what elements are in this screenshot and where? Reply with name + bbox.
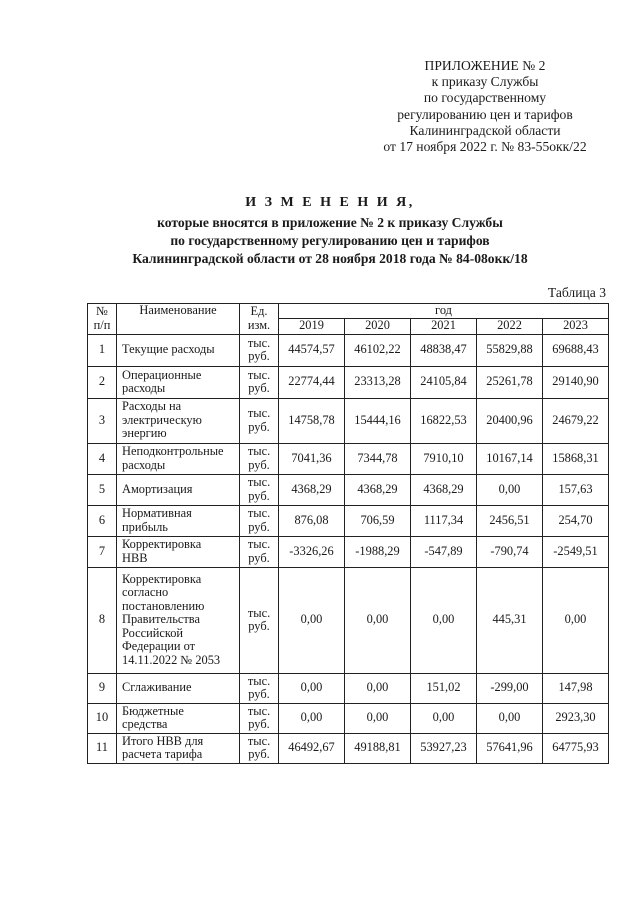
- table-row: [88, 567, 609, 673]
- header-num-line: п/п: [93, 317, 111, 332]
- document-title: И З М Е Н Е Н И Я,: [245, 195, 415, 210]
- row-unit: [240, 443, 279, 474]
- row-name: [117, 567, 240, 673]
- row-value: 53927,23: [411, 733, 477, 763]
- row-name-line: Текущие расходы: [122, 342, 215, 357]
- row-unit-line: руб.: [248, 457, 270, 472]
- row-value: -2549,51: [543, 536, 609, 567]
- table-caption: Таблица 3: [547, 285, 606, 300]
- row-name-line: Корректировка: [122, 571, 202, 586]
- row-unit-line: руб.: [248, 349, 270, 363]
- row-value: 23313,28: [345, 366, 411, 398]
- header-unit: [240, 304, 279, 335]
- row-value: 2923,30: [543, 703, 609, 733]
- row-unit-line: руб.: [248, 747, 270, 761]
- row-unit: [240, 733, 279, 763]
- row-value: 44574,57: [279, 334, 345, 366]
- row-value: 57641,96: [477, 733, 543, 763]
- row-unit-line: тыс.: [247, 335, 271, 350]
- row-value: 16822,53: [411, 398, 477, 443]
- row-value: 157,63: [543, 474, 609, 505]
- table-row: [88, 733, 609, 763]
- row-number: 2: [88, 366, 117, 398]
- row-value: 4368,29: [345, 474, 411, 505]
- header-num-line: №: [96, 304, 108, 319]
- row-unit-line: руб.: [248, 717, 270, 731]
- table-row: [88, 536, 609, 567]
- row-value: 24679,22: [543, 398, 609, 443]
- row-value: 46102,22: [345, 334, 411, 366]
- header-year-group: год: [279, 304, 609, 319]
- annex-line: от 17 ноября 2022 г. № 83-55окк/22: [383, 139, 587, 155]
- row-value: 254,70: [543, 505, 609, 536]
- row-value: 29140,90: [543, 366, 609, 398]
- row-value: 46492,67: [279, 733, 345, 763]
- header-unit-line: Ед.: [250, 304, 268, 319]
- header-num: [88, 304, 117, 335]
- table-row: [88, 398, 609, 443]
- row-unit-line: тыс.: [247, 703, 271, 718]
- row-unit-line: руб.: [248, 550, 270, 565]
- row-name: [117, 398, 240, 443]
- row-name-line: Корректировка: [122, 537, 202, 551]
- row-number: 7: [88, 536, 117, 567]
- row-value: 0,00: [279, 567, 345, 673]
- row-value: 48838,47: [411, 334, 477, 366]
- annex-line: к приказу Службы: [431, 74, 539, 90]
- row-number: 9: [88, 673, 117, 703]
- annex-header: [360, 58, 610, 155]
- header-year: 2019: [279, 318, 345, 334]
- row-unit-line: тыс.: [247, 475, 271, 489]
- row-name: [117, 673, 240, 703]
- row-name: [117, 334, 240, 366]
- row-number: 4: [88, 443, 117, 474]
- subtitle-line: по государственному регулированию цен и тарифов: [170, 233, 490, 248]
- header-name: Наименование: [117, 304, 240, 335]
- row-name-line: 14.11.2022 № 2053: [122, 652, 221, 667]
- row-number: 5: [88, 474, 117, 505]
- subtitle-line: которые вносятся в приложение № 2 к приказу Службы: [157, 215, 503, 230]
- row-name-line: НВВ: [122, 550, 148, 565]
- row-value: 25261,78: [477, 366, 543, 398]
- row-value: 0,00: [411, 567, 477, 673]
- row-unit: [240, 673, 279, 703]
- annex-line: регулированию цен и тарифов: [397, 106, 573, 122]
- row-value: 4368,29: [411, 474, 477, 505]
- annex-line: Калининградской области: [409, 122, 561, 138]
- row-unit-line: тыс.: [247, 605, 271, 620]
- header-year: 2021: [411, 318, 477, 334]
- row-value: 15444,16: [345, 398, 411, 443]
- row-value: 445,31: [477, 567, 543, 673]
- row-name-line: Расходы на: [122, 399, 182, 414]
- row-name-line: согласно: [122, 585, 169, 600]
- row-unit-line: руб.: [248, 687, 270, 701]
- document-subtitle: [60, 214, 600, 268]
- header-unit-line: изм.: [247, 317, 271, 332]
- row-value: -1988,29: [345, 536, 411, 567]
- subtitle-line: Калининградской области от 28 ноября 2018 года № 84-08окк/18: [132, 251, 528, 266]
- row-value: 2456,51: [477, 505, 543, 536]
- row-name-line: расчета тарифа: [122, 747, 203, 761]
- row-unit: [240, 366, 279, 398]
- row-name-line: Итого НВВ для: [122, 733, 204, 748]
- row-value: 22774,44: [279, 366, 345, 398]
- row-value: 0,00: [477, 474, 543, 505]
- row-number: 10: [88, 703, 117, 733]
- row-unit: [240, 567, 279, 673]
- row-unit-line: тыс.: [247, 406, 271, 420]
- row-number: 8: [88, 567, 117, 673]
- row-name-line: Амортизация: [122, 481, 193, 496]
- row-unit: [240, 536, 279, 567]
- row-value: 14758,78: [279, 398, 345, 443]
- row-value: -299,00: [477, 673, 543, 703]
- row-number: 3: [88, 398, 117, 443]
- row-value: 4368,29: [279, 474, 345, 505]
- row-value: -790,74: [477, 536, 543, 567]
- row-value: 876,08: [279, 505, 345, 536]
- row-name: [117, 733, 240, 763]
- row-value: 0,00: [279, 703, 345, 733]
- header-year: 2023: [543, 318, 609, 334]
- row-unit-line: руб.: [248, 619, 270, 633]
- row-value: -547,89: [411, 536, 477, 567]
- row-unit-line: тыс.: [247, 673, 271, 688]
- row-name-line: Правительства: [122, 612, 200, 627]
- row-value: 20400,96: [477, 398, 543, 443]
- row-value: 15868,31: [543, 443, 609, 474]
- row-value: 0,00: [345, 567, 411, 673]
- row-value: 147,98: [543, 673, 609, 703]
- row-value: 0,00: [279, 673, 345, 703]
- row-name-line: электрическую: [122, 412, 202, 427]
- row-name-line: Сглаживание: [122, 680, 192, 695]
- row-value: 7041,36: [279, 443, 345, 474]
- row-value: 55829,88: [477, 334, 543, 366]
- row-value: 49188,81: [345, 733, 411, 763]
- row-name-line: постановлению: [122, 598, 205, 613]
- row-unit-line: тыс.: [247, 506, 271, 520]
- row-name: [117, 703, 240, 733]
- row-name-line: расходы: [122, 381, 166, 395]
- row-value: 7910,10: [411, 443, 477, 474]
- row-value: -3326,26: [279, 536, 345, 567]
- table-row: [88, 334, 609, 366]
- row-unit-line: руб.: [248, 519, 270, 534]
- row-unit-line: тыс.: [247, 733, 271, 748]
- row-value: 0,00: [345, 703, 411, 733]
- row-value: 0,00: [543, 567, 609, 673]
- header-year: 2020: [345, 318, 411, 334]
- header-year: 2022: [477, 318, 543, 334]
- row-unit: [240, 703, 279, 733]
- row-unit: [240, 474, 279, 505]
- row-name: [117, 505, 240, 536]
- row-name-line: Федерации от: [122, 639, 196, 654]
- row-value: 0,00: [345, 673, 411, 703]
- row-value: 24105,84: [411, 366, 477, 398]
- row-unit: [240, 398, 279, 443]
- row-number: 6: [88, 505, 117, 536]
- row-value: 0,00: [411, 703, 477, 733]
- row-unit-line: руб.: [248, 419, 270, 434]
- row-name-line: энергию: [122, 426, 167, 441]
- row-value: 69688,43: [543, 334, 609, 366]
- row-unit-line: тыс.: [247, 444, 271, 458]
- row-unit: [240, 505, 279, 536]
- row-value: 706,59: [345, 505, 411, 536]
- row-name: [117, 536, 240, 567]
- row-name-line: средства: [122, 717, 168, 731]
- data-table: [87, 303, 609, 764]
- row-name-line: Операционные: [122, 367, 202, 382]
- row-value: 64775,93: [543, 733, 609, 763]
- row-unit-line: тыс.: [247, 367, 271, 382]
- table-row: [88, 474, 609, 505]
- row-name: [117, 443, 240, 474]
- table-row: [88, 443, 609, 474]
- row-unit-line: руб.: [248, 488, 270, 503]
- row-number: 1: [88, 334, 117, 366]
- row-unit: [240, 334, 279, 366]
- table-row: [88, 366, 609, 398]
- row-name-line: Нормативная: [122, 506, 192, 520]
- row-name-line: Российской: [122, 625, 184, 640]
- table-row: [88, 703, 609, 733]
- row-value: 7344,78: [345, 443, 411, 474]
- row-value: 151,02: [411, 673, 477, 703]
- row-value: 10167,14: [477, 443, 543, 474]
- annex-line: по государственному: [423, 90, 547, 106]
- row-name-line: прибыль: [122, 519, 168, 534]
- row-unit-line: тыс.: [247, 537, 271, 551]
- row-name-line: Неподконтрольные: [122, 444, 224, 458]
- table-body: [88, 334, 609, 763]
- row-value: 1117,34: [411, 505, 477, 536]
- row-name-line: расходы: [122, 457, 166, 472]
- table-row: [88, 673, 609, 703]
- row-name: [117, 366, 240, 398]
- row-name-line: Бюджетные: [122, 703, 184, 718]
- row-number: 11: [88, 733, 117, 763]
- table-row: [88, 505, 609, 536]
- row-value: 0,00: [477, 703, 543, 733]
- row-unit-line: руб.: [248, 381, 270, 395]
- row-name: [117, 474, 240, 505]
- annex-line: ПРИЛОЖЕНИЕ № 2: [424, 58, 546, 73]
